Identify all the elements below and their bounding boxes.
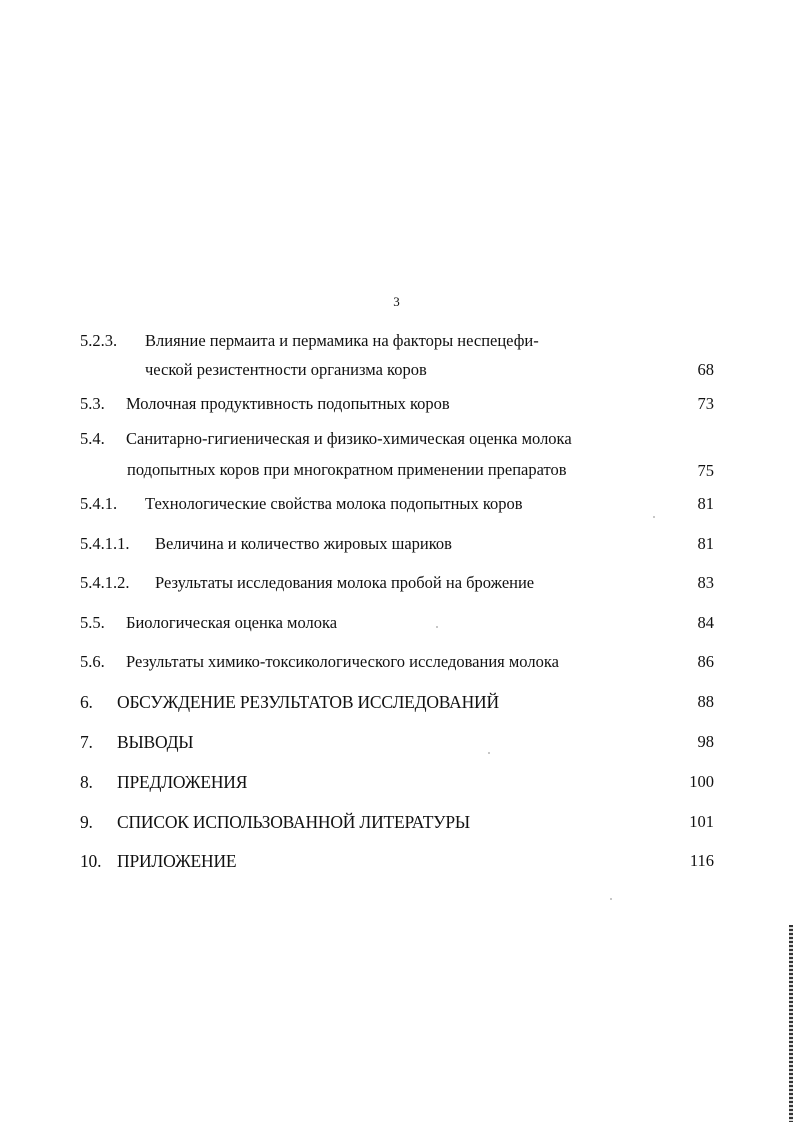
toc-entry-number: 8. (80, 772, 93, 792)
toc-entry-title: Величина и количество жировых шариков (155, 534, 452, 553)
toc-entry-page: 101 (689, 812, 714, 831)
toc-entry-title-continued: ческой резистентности организма коров (145, 360, 427, 379)
toc-entry-page: 83 (697, 573, 714, 592)
toc-entry-title: ОБСУЖДЕНИЕ РЕЗУЛЬТАТОВ ИССЛЕДОВАНИЙ (117, 692, 499, 712)
toc-entry-page: 84 (697, 613, 714, 632)
toc-entry-page: 81 (697, 494, 714, 513)
toc-entry-page: 75 (697, 461, 714, 480)
toc-entry-page: 68 (697, 360, 714, 379)
toc-entry-page: 73 (697, 394, 714, 413)
toc-entry-title: Влияние пермаита и пермамика на факторы неспецефи- (145, 331, 539, 350)
toc-entry-title: ПРИЛОЖЕНИЕ (117, 851, 237, 871)
toc-entry-title: ВЫВОДЫ (117, 732, 194, 752)
toc-entry-title: СПИСОК ИСПОЛЬЗОВАННОЙ ЛИТЕРАТУРЫ (117, 812, 470, 832)
page-number: 3 (393, 294, 400, 309)
toc-entry-title: Технологические свойства молока подопытных коров (145, 494, 523, 513)
toc-entry-number: 5.2.3. (80, 331, 118, 350)
scan-speck (610, 898, 612, 900)
toc-entry-title: Санитарно-гигиеническая и физико-химическая оценка молока (126, 429, 572, 448)
toc-entry-number: 9. (80, 812, 93, 832)
toc-entry-title-continued: подопытных коров при многократном применении препаратов (127, 460, 567, 479)
toc-entry-title: Молочная продуктивность подопытных коров (126, 394, 450, 413)
toc-entry-number: 5.4.1.1. (80, 534, 130, 553)
toc-entry-title: Биологическая оценка молока (126, 613, 338, 632)
toc-entry-page: 81 (697, 534, 714, 553)
toc-entry-page: 116 (689, 851, 714, 870)
toc-entry-page: 100 (689, 772, 714, 791)
scan-speck (436, 626, 438, 628)
toc-entry-number: 5.4.1. (80, 494, 118, 513)
scan-speck (653, 516, 655, 518)
toc-entry-number: 5.5. (80, 613, 105, 632)
toc-entry-page: 88 (697, 692, 714, 711)
toc-entry-title: Результаты исследования молока пробой на брожение (155, 573, 535, 592)
toc-entry-number: 10. (80, 851, 102, 871)
scan-speck (488, 752, 490, 754)
toc-entry-number: 6. (80, 692, 93, 712)
toc-entry-number: 5.4.1.2. (80, 573, 130, 592)
toc-entry-title: Результаты химико-токсикологического исследования молока (126, 652, 559, 671)
toc-entry-number: 5.3. (80, 394, 105, 413)
toc-entry-title: ПРЕДЛОЖЕНИЯ (117, 772, 248, 792)
toc-entry-number: 7. (80, 732, 93, 752)
toc-entry-number: 5.6. (80, 652, 105, 671)
toc-entry-page: 98 (697, 732, 714, 751)
scan-edge-artifact (789, 925, 793, 1122)
toc-entry-number: 5.4. (80, 429, 105, 448)
toc-entry-page: 86 (697, 652, 714, 671)
